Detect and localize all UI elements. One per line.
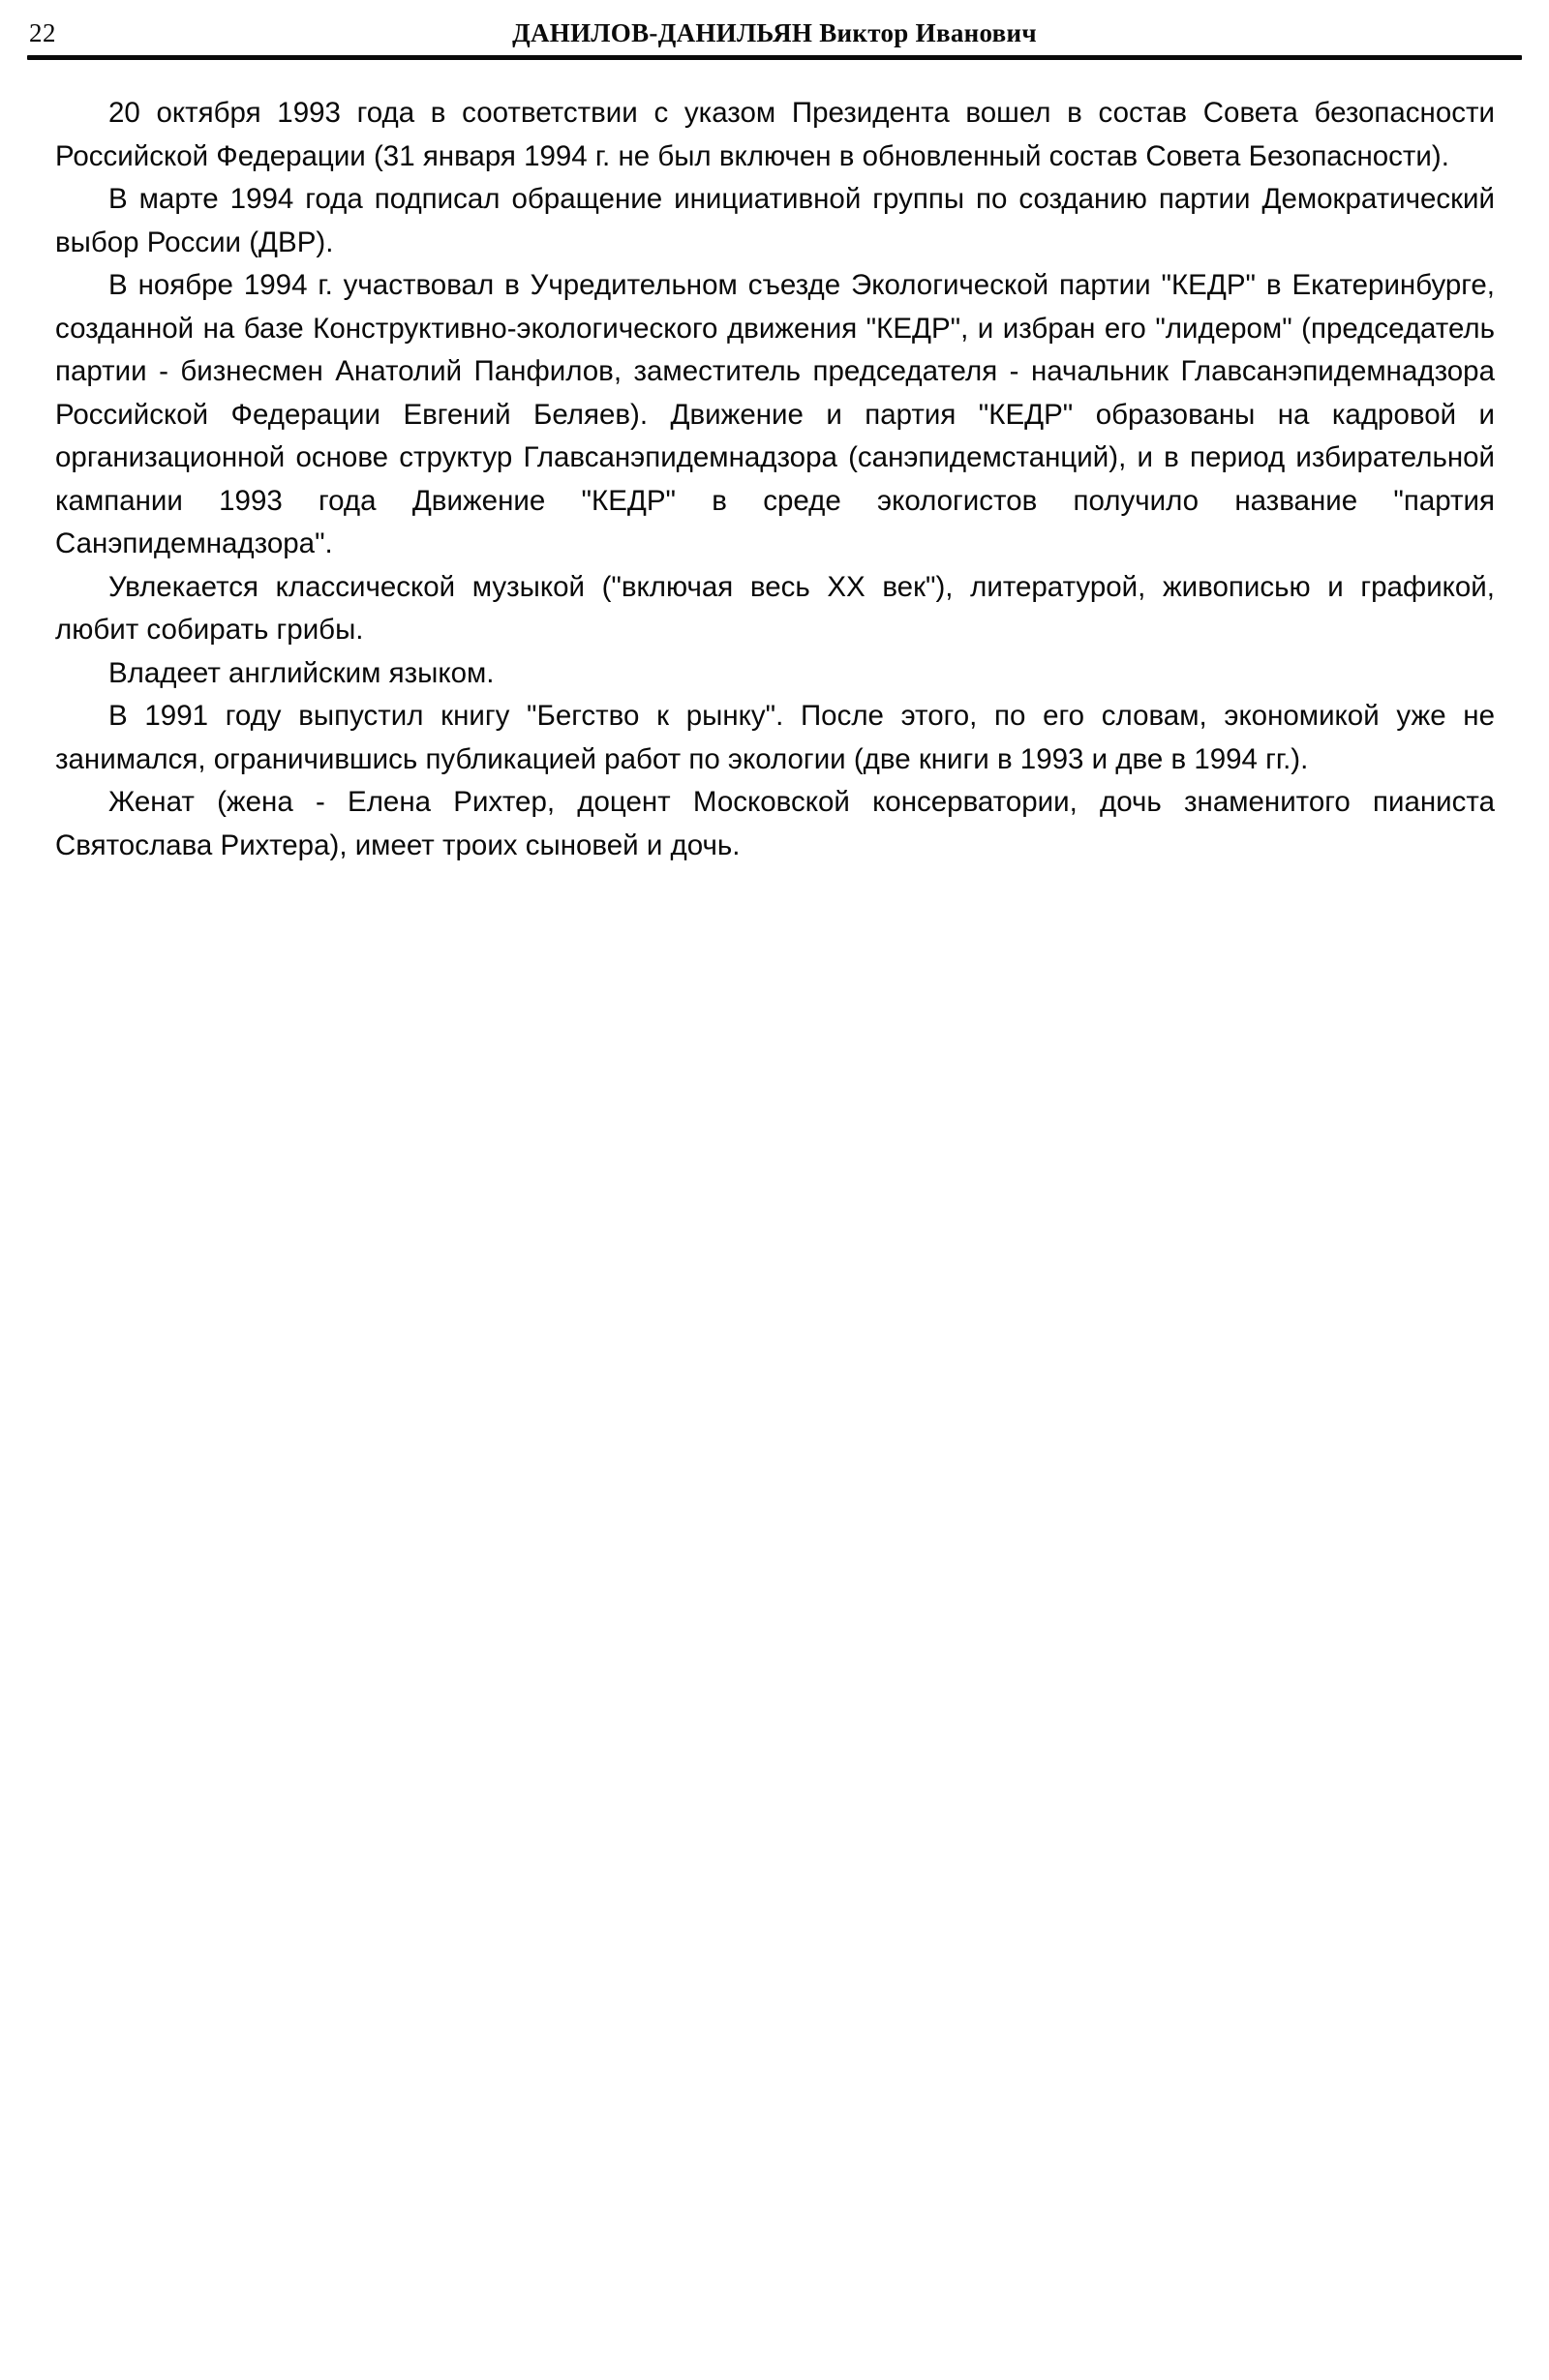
paragraph: Владеет английским языком.: [108, 656, 495, 689]
paragraph: Увлекается классической музыкой ("включая весь XX век"), литературой, живописью и графикой, любит собирать грибы.: [55, 570, 1495, 646]
paragraph: Женат (жена - Елена Рихтер, доцент Московской консерватории, дочь знаменитого пианиста Святослава Рихтера), имеет троих сыновей и дочь.: [55, 786, 1495, 861]
paragraph: В ноябре 1994 г. участвовал в Учредительном съезде Экологической партии "КЕДР" в Екатеринбурге, созданной на базе Конструктивно-экологического движения "КЕДР", и избран его "лидером" (председатель партии - бизнесмен Анатолий Панфилов, заместитель председателя - начальник Главсанэпидемнадзора Российской Федерации Евгений Беляев). Движение и партия "КЕДР" образованы на кадровой и организационной основе структур Главсанэпидемнадзора (санэпидемстанций), и в период избирательной кампании 1993 года Движение "КЕДР" в среде экологистов получило название "партия Санэпидемнадзора".: [55, 269, 1495, 559]
paragraph: 20 октября 1993 года в соответствии с указом Президента вошел в состав Совета безопасности Российской Федерации (31 января 1994 г. не был включен в обновленный состав Совета Безопасности).: [55, 97, 1495, 172]
paragraph: В 1991 году выпустил книгу "Бегство к рынку". После этого, по его словам, экономикой уже не занимался, ограничившись публикацией работ по экологии (две книги в 1993 и две в 1994 гг.).: [55, 700, 1495, 775]
header-title: ДАНИЛОВ-ДАНИЛЬЯН Виктор Иванович: [512, 18, 1037, 47]
biography-text: [55, 92, 1495, 867]
paragraph: В марте 1994 года подписал обращение инициативной группы по созданию партии Демократический выбор России (ДВР).: [55, 183, 1495, 258]
running-head: [29, 15, 1520, 48]
page-number: 22: [29, 18, 56, 47]
header-rule: [27, 55, 1522, 60]
